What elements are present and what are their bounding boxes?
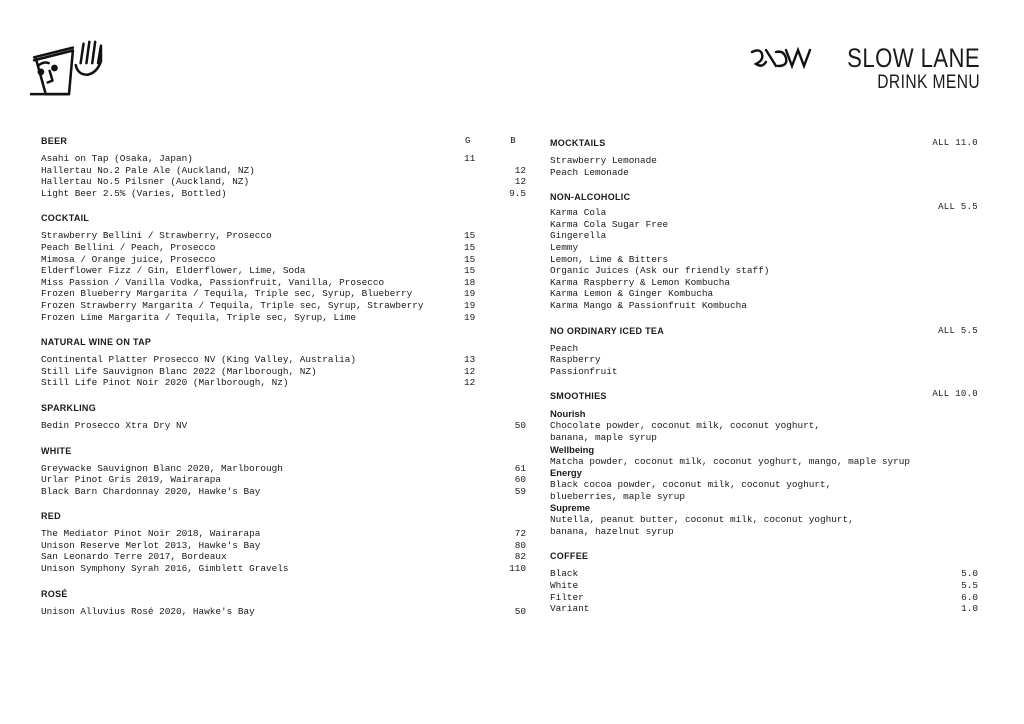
- glass-price: 11: [464, 153, 476, 164]
- item-name: Black Barn Chardonnay 2020, Hawke's Bay: [41, 485, 261, 497]
- section-title: SPARKLING: [41, 402, 97, 413]
- section-price: ALL 11.0: [932, 138, 978, 148]
- glass-price: 15: [464, 241, 476, 253]
- menu-item: [41, 265, 526, 277]
- section-title: NON-ALCOHOLIC: [550, 192, 631, 203]
- smoothie-description: banana, hazelnut syrup: [550, 525, 674, 537]
- section-title: WHITE: [41, 445, 72, 456]
- smoothie-description: Nutella, peanut butter, coconut milk, coconut yoghurt,: [550, 514, 854, 526]
- menu-item: [550, 592, 978, 604]
- glass-price: 19: [464, 288, 476, 300]
- glass-column-header: G: [465, 136, 471, 146]
- menu-item: [550, 568, 978, 580]
- waving-cup-mascot-icon: [30, 36, 108, 98]
- menu-item: Karma Raspberry & Lemon Kombucha: [550, 276, 731, 288]
- item-name: Light Beer 2.5% (Varies, Bottled): [41, 187, 227, 199]
- item-name: Asahi on Tap (Osaka, Japan): [41, 153, 193, 164]
- section-smoothies: [550, 391, 978, 537]
- section-title: MOCKTAILS: [550, 138, 606, 148]
- menu-item: Strawberry Lemonade: [550, 155, 657, 166]
- glass-price: 12: [464, 377, 476, 389]
- smoothie-description: Chocolate powder, coconut milk, coconut yoghurt,: [550, 420, 821, 432]
- menu-item: Organic Juices (Ask our friendly staff): [550, 265, 770, 277]
- glass-price: 15: [464, 253, 476, 265]
- item-name: Bedin Prosecco Xtra Dry NV: [41, 419, 188, 431]
- item-name: Unison Alluvius Rosé 2020, Hawke's Bay: [41, 605, 255, 617]
- right-column: [550, 138, 978, 629]
- menu-item: Peach Lemonade: [550, 166, 629, 178]
- menu-item: [41, 188, 526, 200]
- bottle-price: 61: [514, 462, 526, 474]
- menu-item: [41, 277, 526, 289]
- glass-price: 13: [464, 354, 476, 366]
- item-name: Hallertau No.5 Pilsner (Auckland, NZ): [41, 176, 250, 188]
- section-cocktail: [41, 213, 526, 323]
- section-iced-tea: [550, 326, 978, 378]
- section-coffee: [550, 551, 978, 614]
- menu-item: [41, 528, 526, 540]
- item-name: White: [550, 580, 579, 592]
- bottle-price: 110: [509, 563, 526, 575]
- item-name: Still Life Pinot Noir 2020 (Marlborough, Nz): [41, 377, 289, 389]
- smoothie-name: Wellbeing: [550, 443, 595, 455]
- section-red: [41, 511, 526, 574]
- menu-item: Karma Cola Sugar Free: [550, 218, 669, 230]
- menu-item: [41, 312, 526, 324]
- item-name: Continental Platter Prosecco NV (King Valley, Australia): [41, 354, 357, 366]
- item-name: Filter: [550, 591, 584, 603]
- section-price: ALL 10.0: [932, 389, 978, 400]
- glass-price: 19: [464, 299, 476, 311]
- menu-item: [41, 288, 526, 300]
- section-mocktails: [550, 138, 978, 178]
- item-price: 5.5: [961, 580, 978, 592]
- smoothie-description: banana, maple syrup: [550, 431, 657, 443]
- menu-item: Peach: [550, 342, 579, 354]
- menu-item: [41, 377, 526, 389]
- item-name: Greywacke Sauvignon Blanc 2020, Marlborough: [41, 462, 283, 474]
- menu-item: [41, 606, 526, 618]
- smoothie-description: Matcha powder, coconut milk, coconut yoghurt, mango, maple syrup: [550, 455, 911, 467]
- menu-item: [41, 420, 526, 432]
- item-name: Miss Passion / Vanilla Vodka, Passionfruit, Vanilla, Prosecco: [41, 276, 385, 288]
- bottle-column-header: B: [510, 136, 516, 146]
- menu-item: [41, 486, 526, 498]
- menu-item: Lemmy: [550, 241, 579, 253]
- menu-item: Karma Mango & Passionfruit Kombucha: [550, 299, 747, 311]
- menu-item: Passionfruit: [550, 365, 618, 377]
- section-rose: [41, 589, 526, 618]
- menu-item: [41, 153, 526, 165]
- bottle-price: 60: [514, 474, 526, 486]
- section-price: ALL 5.5: [938, 202, 978, 213]
- item-name: Frozen Strawberry Margarita / Tequila, Triple sec, Syrup, Strawberry: [41, 299, 424, 311]
- glass-price: 15: [464, 230, 476, 242]
- menu-subtitle: DRINK MENU: [877, 72, 980, 93]
- item-name: Elderflower Fizz / Gin, Elderflower, Lime, Soda: [41, 265, 306, 277]
- smoothie-description: blueberries, maple syrup: [550, 490, 686, 502]
- item-name: Mimosa / Orange juice, Prosecco: [41, 253, 216, 265]
- menu-item: [41, 474, 526, 486]
- section-title: SMOOTHIES: [550, 391, 607, 402]
- menu-item: [550, 603, 978, 615]
- smoothie-name: Nourish: [550, 408, 586, 420]
- slow-script-logo-icon: [750, 46, 812, 70]
- item-name: Unison Symphony Syrah 2016, Gimblett Gravels: [41, 563, 289, 575]
- item-name: Frozen Blueberry Margarita / Tequila, Triple sec, Syrup, Blueberry: [41, 288, 413, 300]
- menu-item: Raspberry: [550, 354, 601, 366]
- bottle-price: 80: [514, 539, 526, 551]
- item-name: Black: [550, 568, 579, 580]
- bottle-price: 12: [514, 176, 526, 188]
- section-title: BEER: [41, 136, 68, 146]
- item-name: Peach Bellini / Peach, Prosecco: [41, 241, 216, 253]
- glass-price: 18: [464, 276, 476, 288]
- item-name: Unison Reserve Merlot 2013, Hawke's Bay: [41, 539, 261, 551]
- bottle-price: 12: [514, 164, 526, 176]
- section-title: RED: [41, 511, 61, 522]
- item-name: Hallertau No.2 Pale Ale (Auckland, NZ): [41, 164, 255, 176]
- glass-price: 19: [464, 311, 476, 323]
- menu-item: Gingerella: [550, 230, 607, 242]
- item-price: 5.0: [961, 568, 978, 580]
- menu-item: [41, 254, 526, 266]
- section-white: [41, 446, 526, 498]
- bottle-price: 9.5: [509, 187, 526, 199]
- left-column: [41, 136, 526, 631]
- brand-header: [750, 44, 980, 93]
- bottle-price: 72: [514, 528, 526, 540]
- bottle-price: 50: [514, 605, 526, 617]
- item-name: San Leonardo Terre 2017, Bordeaux: [41, 551, 227, 563]
- item-name: Strawberry Bellini / Strawberry, Prosecco: [41, 230, 272, 242]
- section-title: NO ORDINARY ICED TEA: [550, 325, 665, 336]
- menu-item: [41, 176, 526, 188]
- item-price: 1.0: [961, 603, 978, 615]
- menu-item: [41, 563, 526, 575]
- item-name: Variant: [550, 603, 590, 615]
- smoothie-name: Energy: [550, 467, 582, 479]
- section-natural-wine: [41, 337, 526, 389]
- bottle-price: 50: [514, 419, 526, 431]
- menu-item: [41, 242, 526, 254]
- menu-item: Karma Lemon & Ginger Kombucha: [550, 288, 714, 300]
- brand-name: SLOW LANE: [847, 43, 980, 73]
- menu-item: [41, 463, 526, 475]
- menu-item: [41, 300, 526, 312]
- menu-item: [550, 580, 978, 592]
- menu-item: [41, 551, 526, 563]
- menu-item: [41, 354, 526, 366]
- menu-item: Karma Cola: [550, 207, 607, 219]
- glass-price: 12: [464, 365, 476, 377]
- smoothie-description: Black cocoa powder, coconut milk, coconut yoghurt,: [550, 479, 832, 491]
- section-price: ALL 5.5: [938, 325, 978, 336]
- menu-item: [41, 366, 526, 378]
- menu-item: [41, 165, 526, 177]
- bottle-price: 59: [514, 485, 526, 497]
- section-non-alcoholic: [550, 192, 978, 311]
- section-beer: [41, 136, 526, 199]
- item-name: Still Life Sauvignon Blanc 2022 (Marlborough, NZ): [41, 365, 317, 377]
- item-price: 6.0: [961, 591, 978, 603]
- section-title: NATURAL WINE ON TAP: [41, 337, 152, 348]
- section-title: ROSÉ: [41, 588, 68, 599]
- menu-item: [41, 540, 526, 552]
- section-title: COCKTAIL: [41, 213, 90, 224]
- section-title: COFFEE: [550, 551, 589, 562]
- item-name: Frozen Lime Margarita / Tequila, Triple sec, Syrup, Lime: [41, 311, 357, 323]
- menu-item: Lemon, Lime & Bitters: [550, 253, 669, 265]
- section-sparkling: [41, 403, 526, 432]
- smoothie-name: Supreme: [550, 502, 591, 514]
- glass-price: 15: [464, 265, 476, 277]
- bottle-price: 82: [514, 551, 526, 563]
- item-name: The Mediator Pinot Noir 2018, Wairarapa: [41, 528, 261, 540]
- menu-item: [41, 230, 526, 242]
- item-name: Urlar Pinot Gris 2019, Wairarapa: [41, 474, 222, 486]
